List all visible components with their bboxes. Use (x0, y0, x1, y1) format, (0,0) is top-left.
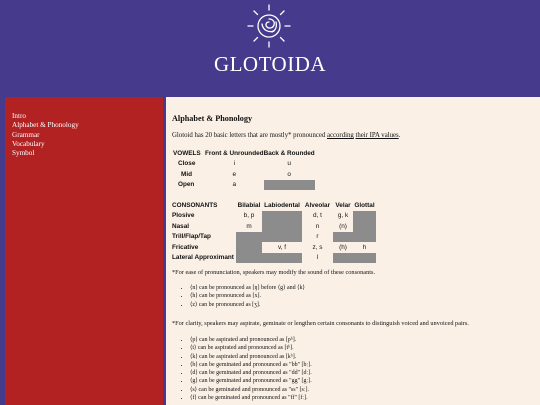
list-item: • ⟨f⟩ can be geminated and pronounced as "ff" [fː]. (190, 394, 312, 402)
vowel-cell-empty (264, 180, 315, 191)
pronunciation-list (180, 284, 305, 309)
vowels-col-back: Back & Rounded (263, 149, 315, 157)
ipa-link-values[interactable]: their IPA values (355, 132, 399, 139)
nav-link-grammar[interactable]: Grammar (12, 130, 40, 139)
consonant-cell-empty (236, 253, 262, 264)
consonant-row-plosive: Plosive (172, 212, 195, 220)
nav-link-vocabulary[interactable]: Vocabulary (12, 139, 45, 148)
list-item: • ⟨h⟩ can be pronounced as [x]. (190, 292, 305, 300)
consonant-row-fricative: Fricative (172, 243, 199, 251)
vowels-table (173, 148, 315, 190)
clarity-note: *For clarity, speakers may aspirate, geminate or lengthen certain consonants to distinguish voiced and unvoiced pairs. (172, 320, 469, 327)
consonant-cell-empty (262, 221, 302, 232)
list-item: • ⟨b⟩ can be geminated and pronounced as "bb" [bː]. (190, 361, 312, 369)
consonant-row-trill: Trill/Flap/Tap (172, 233, 211, 241)
nav-link-intro[interactable]: Intro (12, 112, 26, 120)
consonant-row-lateral: Lateral Approximant (172, 254, 234, 262)
consonant-cell-empty (262, 211, 302, 222)
vowel-cell: i (233, 160, 235, 168)
consonant-cell-empty (333, 253, 353, 264)
consonants-col-bilabial: Bilabial (237, 201, 261, 209)
consonant-cell: h (362, 243, 367, 251)
consonant-cell: (n) (339, 222, 347, 230)
consonants-col-alveolar: Alveolar (304, 201, 331, 209)
consonant-cell: d, t (313, 212, 322, 220)
consonant-row-nasal: Nasal (172, 222, 190, 230)
vowel-row-open: Open (178, 181, 195, 189)
consonant-cell-empty (236, 232, 262, 243)
consonant-cell: b, p (243, 212, 255, 220)
vowel-cell: a (232, 181, 237, 189)
page-heading: Alphabet & Phonology (172, 114, 253, 123)
vowel-row-close: Close (178, 160, 196, 168)
consonant-cell-empty (353, 221, 376, 232)
intro-suffix: . (398, 132, 401, 139)
rose-icon (245, 2, 293, 50)
consonant-cell-empty (353, 232, 376, 243)
consonant-cell: m (246, 222, 252, 230)
nav-link-alphabet-phonology[interactable]: Alphabet & Phonology (12, 121, 79, 130)
consonants-table (172, 200, 376, 263)
consonant-cell: r (316, 233, 319, 241)
consonant-cell-empty (236, 242, 262, 253)
site-title: GLOTOIDA (213, 52, 327, 76)
list-item: • ⟨p⟩ can be aspirated and pronounced as [pʰ]. (190, 336, 312, 344)
intro-text (172, 132, 400, 139)
list-item: • ⟨z⟩ can be pronounced as [ʒ]. (190, 301, 305, 309)
nav-link-symbol[interactable]: Symbol (12, 149, 35, 158)
vowels-header: VOWELS (173, 149, 201, 157)
main-content (166, 97, 540, 405)
consonant-cell: z, s (312, 243, 323, 251)
consonant-cell: v, f (277, 243, 287, 251)
list-item: • ⟨s⟩ can be geminated and pronounced as "ss" [sː]. (190, 386, 312, 394)
ipa-link-according[interactable]: according (326, 132, 354, 139)
sidebar (5, 97, 163, 405)
vowel-cell: u (287, 160, 291, 168)
vowel-row-mid: Mid (181, 170, 193, 178)
consonant-cell: g, k (337, 212, 349, 220)
list-item: • ⟨t⟩ can be aspirated and pronounced as [tʰ]. (190, 344, 312, 352)
vowels-col-front: Front & Unrounded (205, 149, 264, 157)
list-item: • ⟨g⟩ can be geminated and pronounced as "gg" [gː]. (190, 377, 312, 385)
consonants-col-labiodental: Labiodental (264, 201, 300, 209)
list-item: • ⟨k⟩ can be aspirated and pronounced as [kʰ]. (190, 353, 312, 361)
consonant-cell-empty (333, 232, 353, 243)
list-item: • ⟨d⟩ can be geminated and pronounced as "dd" [dː]. (190, 369, 312, 377)
consonant-cell: n (315, 222, 320, 230)
consonant-cell: l (316, 254, 319, 262)
consonant-cell: (h) (339, 243, 347, 251)
consonant-cell-empty (353, 253, 376, 264)
vowel-cell: e (232, 170, 237, 178)
vowel-cell: o (287, 170, 291, 178)
consonants-header: CONSONANTS (172, 201, 218, 209)
consonants-col-glottal: Glottal (354, 201, 375, 209)
list-item: • ⟨n⟩ can be pronounced as [ŋ] before ⟨g⟩ and ⟨k⟩ (190, 284, 305, 292)
consonants-col-velar: Velar (335, 201, 351, 209)
consonant-cell-empty (353, 211, 376, 222)
consonant-cell-empty (262, 232, 302, 243)
intro-prefix: Glotoid has 20 basic letters that are mostly* pronounced (172, 132, 327, 139)
consonant-cell-empty (262, 253, 302, 264)
clarity-list (180, 336, 312, 402)
pronunciation-note: *For ease of pronunciation, speakers may modify the sound of these consonants. (172, 269, 376, 276)
